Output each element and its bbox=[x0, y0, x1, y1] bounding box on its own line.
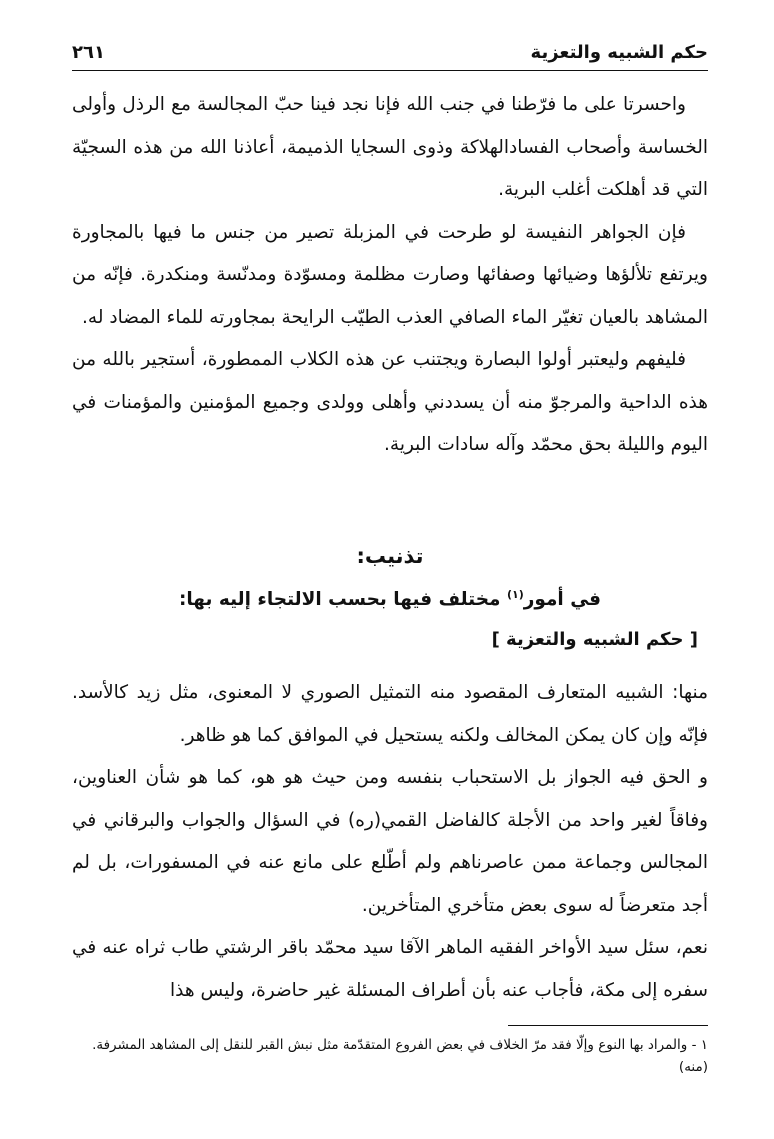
bracketed-subheading: [ حكم الشبيه والتعزية ] bbox=[491, 629, 698, 651]
section-heading bbox=[72, 538, 708, 659]
heading-title: تذنيب: bbox=[356, 544, 424, 568]
paragraph: منها: الشبيه المتعارف المقصود منه التمثيل الصوري لا المعنوى، مثل زيد كالأسد. فإنّه وإن كان يمكن المخالف ولكنه يستحيل في الموافق كما هو ظاهر. bbox=[72, 682, 708, 746]
paragraph: و الحق فيه الجواز بل الاستحباب بنفسه ومن حيث هو هو، كما هو شأن العناوين، وفاقاً لغير واحد من الأجلة كالفاضل القمي(ره) في السؤال والجواب والبرقاني في المجالس وجماعة ممن عاصرناهم ولم أطّلع على مانع عنه في المسفورات، بل لم أجد متعرضاً له سوى بعض متأخري المتأخرين. bbox=[72, 767, 708, 916]
heading-subtitle-end: مختلف فيها بحسب الالتجاء إليه بها: bbox=[178, 589, 507, 611]
paragraph: نعم، سئل سيد الأواخر الفقيه الماهر الآقا سيد محمّد باقر الرشتي طاب ثراه عنه في سفره إلى مكة، فأجاب عنه بأن أطراف المسئلة غير حاضرة، وليس هذا bbox=[72, 937, 708, 1001]
paragraph: فإن الجواهر النفيسة لو طرحت في المزبلة تصير من جنس ما فيها بالمجاورة ويرتفع تلألؤها وضيائها وصفائها وصارت مظلمة ومسوّدة ومدنّسة ومنكدرة. فإنّه من المشاهد بالعيان تغيّر الماء الصافي العذب الطيّب الرايحة بمجاورته للماء المضاد له. bbox=[72, 221, 708, 328]
running-head-title: حكم الشبيه والتعزية bbox=[530, 42, 708, 63]
body-section-2 bbox=[72, 672, 708, 1012]
paragraph: فليفهم وليعتبر أولوا البصارة ويجتنب عن هذه الكلاب الممطورة، أستجير بالله من هذه الداحية والمرجوّ منه أن يسددني وأهلى وولدى وجميع المؤمنين والمؤمنات في اليوم والليلة بحق محمّد وآله سادات البرية. bbox=[72, 349, 708, 455]
header-divider bbox=[72, 70, 708, 71]
footnote-marker: (١) bbox=[506, 588, 524, 601]
paragraph: واحسرتا على ما فرّطنا في جنب الله فإنا نجد فينا حبّ المجالسة مع الرذل وأولى الخساسة وأصحاب الفسادالهلاكة وذوى السجايا الذميمة، أعاذنا الله من هذه السجيّة التي قد أهلكت أغلب البرية. bbox=[72, 94, 708, 200]
running-head bbox=[72, 40, 708, 70]
page-number: ٢٦١ bbox=[72, 42, 105, 63]
heading-subtitle-start: في أمور bbox=[523, 589, 602, 611]
heading-subtitle bbox=[72, 574, 708, 621]
body-section-1 bbox=[72, 84, 708, 467]
footnote-divider bbox=[508, 1025, 708, 1026]
footnote: ١ - والمراد بها النوع وإلّا فقد مرّ الخلاف في بعض الفروع المتقدّمة مثل نبش القبر للنقل إلى المشاهد المشرفة.(منه) bbox=[92, 1037, 708, 1075]
